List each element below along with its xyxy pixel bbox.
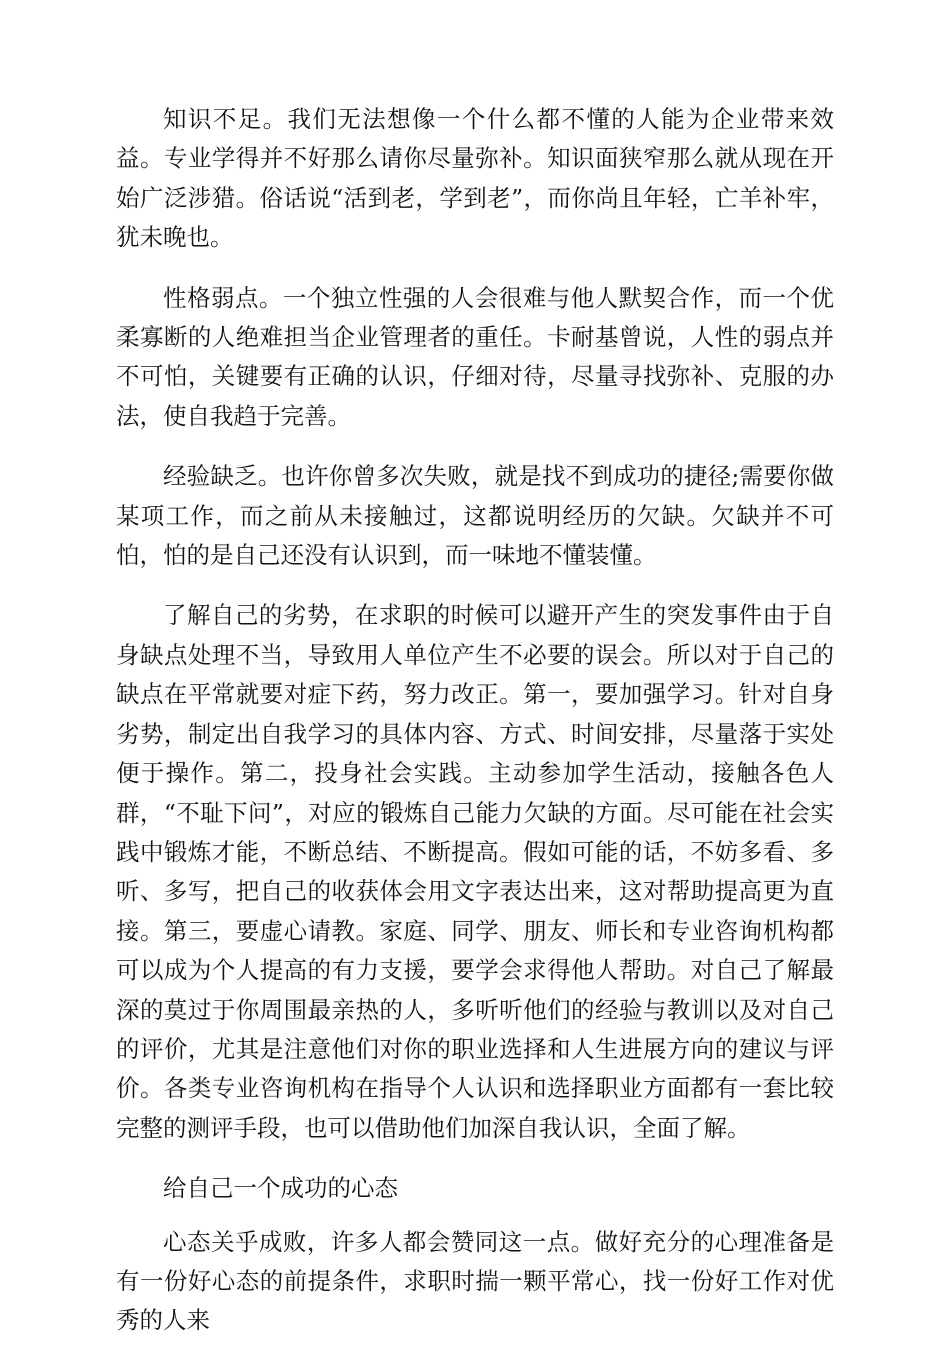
paragraph-mindset: 心态关乎成败，许多人都会赞同这一点。做好充分的心理准备是有一份好心态的前提条件，求职时揣一颗平常心，找一份好工作对优秀的人来	[116, 1227, 834, 1335]
section-heading: 给自己一个成功的心态	[163, 1174, 398, 1203]
paragraph-experience: 经验缺乏。也许你曾多次失败，就是找不到成功的捷径;需要你做某项工作，而之前从未接触过，这都说明经历的欠缺。欠缺并不可怕，怕的是自己还没有认识到，而一味地不懂装懂。	[116, 462, 834, 570]
paragraph-weakness-advice: 了解自己的劣势，在求职的时候可以避开产生的突发事件由于自身缺点处理不当，导致用人单位产生不必要的误会。所以对于自己的缺点在平常就要对症下药，努力改正。第一，要加强学习。针对自身劣势，制定出自我学习的具体内容、方式、时间安排，尽量落于实处便于操作。第二，投身社会实践。主动参加学生活动，接触各色人群，“不耻下问”，对应的锻炼自己能力欠缺的方面。尽可能在社会实践中锻炼才能，不断总结、不断提高。假如可能的话，不妨多看、多听、多写，把自己的收获体会用文字表达出来，这对帮助提高更为直接。第三，要虚心请教。家庭、同学、朋友、师长和专业咨询机构都可以成为个人提高的有力支援，要学会求得他人帮助。对自己了解最深的莫过于你周围最亲热的人，多听听他们的经验与教训以及对自己的评价，尤其是注意他们对你的职业选择和人生进展方向的建议与评价。各类专业咨询机构在指导个人认识和选择职业方面都有一套比较完整的测评手段，也可以借助他们加深自我认识，全面了解。	[116, 601, 834, 1142]
paragraph-personality: 性格弱点。一个独立性强的人会很难与他人默契合作，而一个优柔寡断的人绝难担当企业管理者的重任。卡耐基曾说，人性的弱点并不可怕，关键要有正确的认识，仔细对待，尽量寻找弥补、克服的办法，使自我趋于完善。	[116, 283, 834, 430]
paragraph-knowledge: 知识不足。我们无法想像一个什么都不懂的人能为企业带来效益。专业学得并不好那么请你尽量弥补。知识面狭窄那么就从现在开始广泛涉猎。俗话说“活到老，学到老”，而你尚且年轻，亡羊补牢，犹未晚也。	[116, 105, 834, 252]
document-body	[116, 100, 834, 1362]
